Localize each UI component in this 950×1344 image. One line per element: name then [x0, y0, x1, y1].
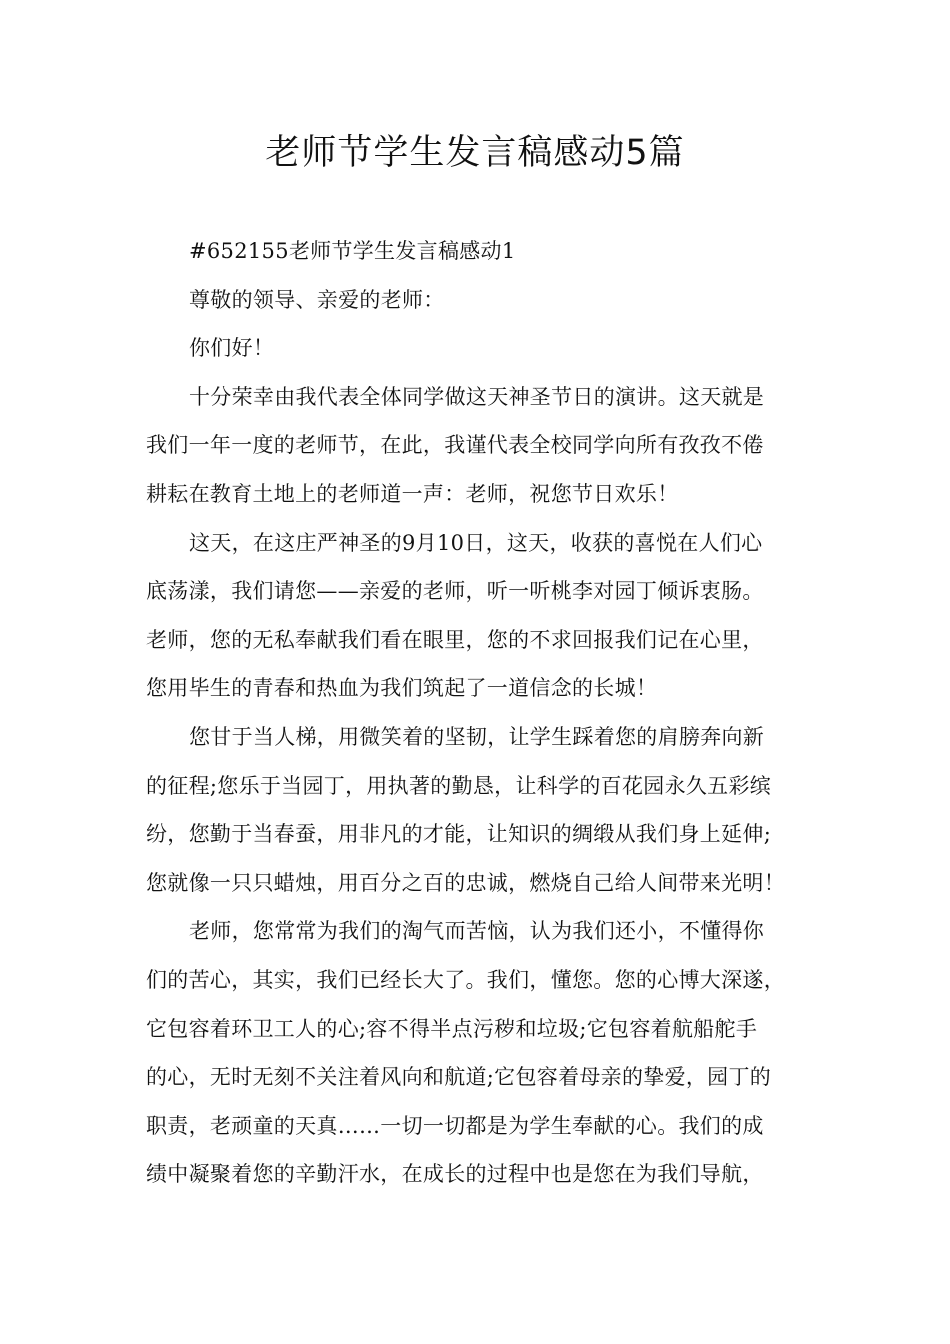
paragraph-heading [146, 227, 812, 276]
text-line: 老师，您常常为我们的淘气而苦恼，认为我们还小，不懂得你 [189, 919, 765, 944]
text-line: 这天，在这庄严神圣的9月10日，这天，收获的喜悦在人们心 [189, 530, 763, 555]
paragraph [146, 713, 812, 907]
text-line: 老师，您的无私奉献我们看在眼里，您的不求回报我们记在心里， [146, 627, 764, 652]
text-line: 耕耘在教育土地上的老师道一声：老师，祝您节日欢乐！ [146, 481, 679, 506]
text-line: 十分荣幸由我代表全体同学做这天神圣节日的演讲。这天就是 [189, 384, 765, 409]
text-line: 您甘于当人梯，用微笑着的坚韧，让学生踩着您的肩膀奔向新 [189, 724, 765, 749]
text-line: 尊敬的领导、亲爱的老师： [189, 287, 445, 312]
text-line: 绩中凝聚着您的辛勤汗水，在成长的过程中也是您在为我们导航， [146, 1162, 764, 1187]
document-body [146, 227, 812, 1199]
paragraph [146, 373, 812, 519]
text-line: 您就像一只只蜡烛，用百分之百的忠诚，燃烧自己给人间带来光明！ [146, 870, 785, 895]
paragraph [146, 907, 812, 1199]
text-line: 们的苦心，其实，我们已经长大了。我们，懂您。您的心博大深遂， [146, 967, 785, 992]
text-line: 纷，您勤于当春蚕，用非凡的才能，让知识的绸缎从我们身上延伸; [146, 822, 772, 847]
paragraph-salutation [146, 276, 812, 325]
text-line: 的心，无时无刻不关注着风向和航道;它包容着母亲的挚爱，园丁的 [146, 1065, 772, 1090]
text-line: 我们一年一度的老师节，在此，我谨代表全校同学向所有孜孜不倦 [146, 433, 764, 458]
text-line: 您用毕生的青春和热血为我们筑起了一道信念的长城！ [146, 676, 658, 701]
text-line: 它包容着环卫工人的心;容不得半点污秽和垃圾;它包容着航船舵手 [146, 1016, 758, 1041]
text-line: #652155老师节学生发言稿感动1 [189, 239, 516, 263]
text-line: 你们好！ [189, 336, 275, 361]
text-line: 职责，老顽童的天真……一切一切都是为学生奉献的心。我们的成 [146, 1113, 764, 1138]
text-line: 的征程;您乐于当园丁，用执著的勤恳，让科学的百花园永久五彩缤 [146, 773, 772, 798]
document-title: 老师节学生发言稿感动5篇 [265, 133, 685, 173]
paragraph [146, 519, 812, 713]
text-line: 底荡漾，我们请您——亲爱的老师，听一听桃李对园丁倾诉衷肠。 [146, 579, 764, 604]
paragraph-greeting [146, 324, 812, 373]
